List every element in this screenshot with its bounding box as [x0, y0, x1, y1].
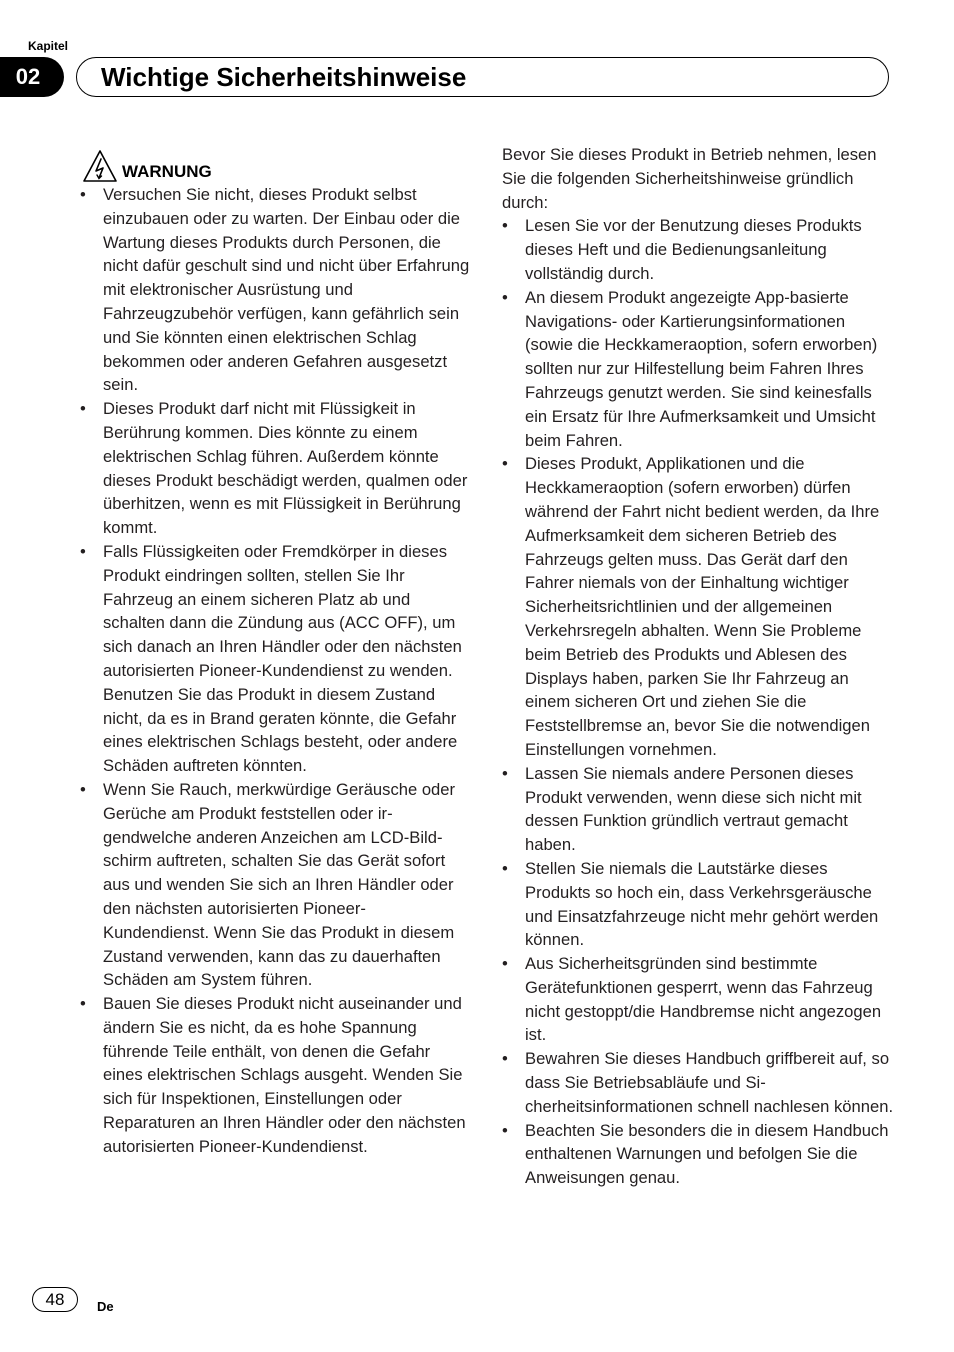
chapter-label: Kapitel [28, 39, 69, 53]
warning-list [80, 183, 470, 1159]
chapter-number-badge: 02 [0, 57, 64, 97]
language-code: De [97, 1299, 114, 1314]
warning-heading [82, 145, 470, 183]
page-title: Wichtige Sicherheitshinweise [101, 61, 467, 92]
list-item: • Bauen Sie dieses Produkt nicht auseinander und ändern Sie es nicht, da es hohe Spannung führende Teile enthält, von denen die Gefahr eines elektrischen Schlags ausgeht. Wenden Sie sich für Inspektionen, Einstellungen oder Reparaturen an Ihren Händler oder den nächsten autorisierten Pioneer-Kundendienst. [80, 992, 470, 1159]
list-item: • Lesen Sie vor der Benutzung dieses Produkts dieses Heft und die Bedienungsanleitung vollständig durch. [502, 214, 894, 285]
list-item: • Aus Sicherheitsgründen sind bestimmte Gerätefunktionen gesperrt, wenn das Fahrzeug nicht gestoppt/die Handbremse nicht angezogen ist. [502, 952, 894, 1047]
list-item: • Stellen Sie niemals die Lautstärke dieses Produkts so hoch ein, dass Verkehrsgeräusche und Einsatzfahrzeuge nicht mehr gehört werden können. [502, 857, 894, 952]
chapter-title-bar [76, 57, 889, 97]
list-item: • Beachten Sie besonders die in diesem Handbuch enthaltenen Warnungen und befolgen Sie die Anweisungen genau. [502, 1119, 894, 1190]
right-column [502, 143, 894, 1190]
list-item: • Wenn Sie Rauch, merkwürdige Geräusche oder Gerüche am Produkt feststellen oder irgendwelche anderen Anzeichen am LCD-Bildschirm auftreten, schalten Sie das Gerät sofort aus und wenden Sie sich an Ihren Händler oder den nächsten autorisierten Pioneer-Kundendienst. Wenn Sie das Produkt in diesem Zustand verwenden, kann das zu dauerhaften Schäden am System führen. [80, 778, 470, 992]
warning-lightning-icon [82, 149, 118, 183]
list-item: • Versuchen Sie nicht, dieses Produkt selbst einzubauen oder zu warten. Der Einbau oder die Wartung dieses Produkts durch Personen, die nicht dafür geschult sind und nicht über Erfahrung mit elektronischer Ausrüstung und Fahrzeugzubehör verfügen, kann gefährlich sein und Sie könnten einen elektrischen Schlag bekommen oder anderen Gefahren ausgesetzt sein. [80, 183, 470, 397]
left-column [80, 145, 470, 1159]
safety-list [502, 214, 894, 1190]
list-item: • Bewahren Sie dieses Handbuch griffbereit auf, so dass Sie Betriebsabläufe und Sicherheitsinformationen schnell nachlesen können. [502, 1047, 894, 1118]
page-number: 48 [32, 1287, 78, 1312]
list-item: • Lassen Sie niemals andere Personen dieses Produkt verwenden, wenn diese sich nicht mit dessen Funktion gründlich vertraut gemacht haben. [502, 762, 894, 857]
list-item: • Dieses Produkt darf nicht mit Flüssigkeit in Berührung kommen. Dies könnte zu einem elektrischen Schlag führen. Außerdem könnte dieses Produkt beschädigt werden, qualmen oder überhitzen, wenn es mit Flüssigkeit in Berührung kommt. [80, 397, 470, 540]
intro-paragraph: Bevor Sie dieses Produkt in Betrieb nehmen, lesen Sie die folgenden Sicherheitshinweise gründlich durch: [502, 145, 877, 212]
list-item: • Dieses Produkt, Applikationen und die Heckkameraoption (sofern erworben) dürfen während der Fahrt nicht bedient werden, da Ihre Aufmerksamkeit dem sicheren Betrieb des Fahrzeugs gelten muss. Das Gerät darf den Fahrer niemals von der Einhaltung wichtiger Sicherheitsrichtlinien und der allgemeinen Verkehrsregeln abhalten. Wenn Sie Probleme beim Betrieb des Produkts und Ablesen des Displays haben, parken Sie Ihr Fahrzeug an einem sicheren Ort und ziehen Sie die Feststellbremse an, bevor Sie die notwendigen Einstellungen vornehmen. [502, 452, 894, 761]
list-item: • An diesem Produkt angezeigte App-basierte Navigations- oder Kartierungsinformationen (sowie die Heckkameraoption, sofern erworben) sollten nur zur Hilfestellung beim Fahren Ihres Fahrzeugs genutzt werden. Sie sind keinesfalls ein Ersatz für Ihre Aufmerksamkeit und Umsicht beim Fahren. [502, 286, 894, 453]
list-item: • Falls Flüssigkeiten oder Fremdkörper in dieses Produkt eindringen sollten, stellen Sie Ihr Fahrzeug an einem sicheren Platz ab und schalten dann die Zündung aus (ACC OFF), um sich danach an Ihren Händler oder den nächsten autorisierten Pioneer-Kundendienst zu wenden. Benutzen Sie das Produkt in diesem Zustand nicht, da es in Brand geraten könnte, die Gefahr eines elektrischen Schlags besteht, oder andere Schäden auftreten könnten. [80, 540, 470, 778]
warning-label: WARNUNG [122, 162, 212, 181]
